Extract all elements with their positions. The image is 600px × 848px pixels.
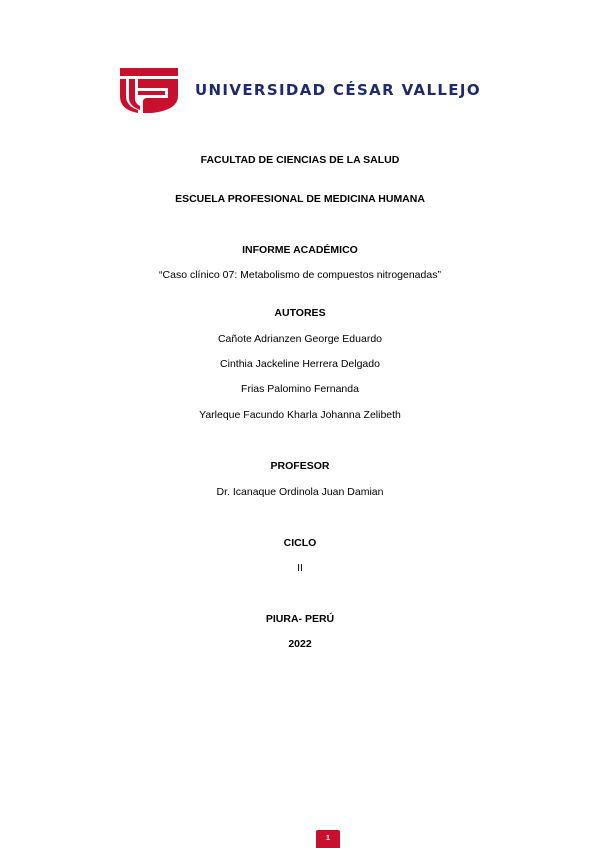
page-number-badge: [316, 830, 340, 848]
report-title: “Caso clínico 07: Metabolismo de compuestos nitrogenadas”: [159, 269, 441, 281]
author-name: Cañote Adrianzen George Eduardo: [217, 333, 383, 345]
ucv-shield-icon: [116, 66, 182, 114]
page-number: 1: [326, 835, 330, 842]
year: 2022: [288, 638, 312, 650]
cycle-value: II: [297, 562, 303, 574]
professor-name: Dr. Icanaque Ordinola Juan Damian: [216, 486, 384, 498]
author-name: Cinthia Jackeline Herrera Delgado: [220, 358, 380, 370]
university-logo: [116, 66, 486, 116]
faculty-heading: FACULTAD DE CIENCIAS DE LA SALUD: [200, 154, 400, 166]
university-wordmark: UNIVERSIDAD CÉSAR VALLEJO: [195, 81, 481, 99]
report-heading: INFORME ACADÉMICO: [242, 244, 358, 256]
author-name: Frias Palomino Fernanda: [241, 383, 359, 395]
school-heading: ESCUELA PROFESIONAL DE MEDICINA HUMANA: [175, 193, 425, 205]
author-name: Yarleque Facundo Kharla Johanna Zelibeth: [199, 409, 401, 421]
location: PIURA- PERÚ: [265, 613, 335, 625]
professor-heading: PROFESOR: [270, 460, 330, 472]
authors-heading: AUTORES: [274, 307, 326, 319]
cycle-heading: CICLO: [283, 537, 317, 549]
